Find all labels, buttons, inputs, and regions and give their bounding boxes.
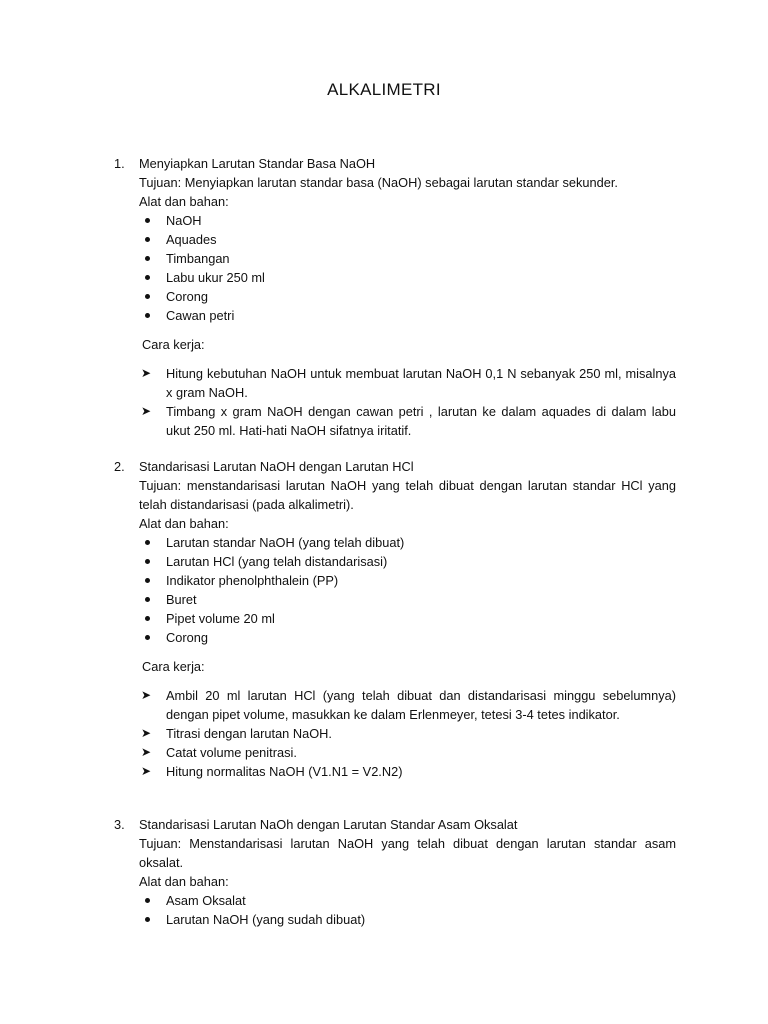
list-item — [114, 609, 676, 628]
section-number: 1. — [114, 156, 125, 171]
cara-kerja-label: Cara kerja: — [142, 659, 205, 674]
section-number: 2. — [114, 459, 125, 474]
list-item-text: Corong — [166, 630, 208, 645]
alat-list — [114, 533, 676, 647]
bullet-icon — [145, 256, 150, 261]
bullet-icon — [145, 294, 150, 299]
arrow-bullet-icon: ➤ — [141, 745, 152, 759]
step-item — [114, 402, 676, 440]
step-item — [114, 743, 676, 762]
section-heading-text: Menyiapkan Larutan Standar Basa NaOH — [139, 156, 376, 171]
list-item-text: NaOH — [166, 213, 202, 228]
list-item-text: Larutan NaOH (yang sudah dibuat) — [166, 912, 366, 927]
bullet-icon — [145, 635, 150, 640]
step-item — [114, 724, 676, 743]
section-3 — [114, 815, 676, 929]
section-2 — [114, 457, 676, 781]
list-item — [114, 571, 676, 590]
bullet-icon — [145, 597, 150, 602]
cara-kerja-list — [114, 364, 676, 440]
list-item — [114, 268, 676, 287]
alat-list — [114, 211, 676, 325]
section-heading — [114, 457, 676, 476]
list-item — [114, 287, 676, 306]
list-item — [114, 910, 676, 929]
alat-list — [114, 891, 676, 929]
step-text: Hitung kebutuhan NaOH untuk membuat larutan NaOH 0,1 N sebanyak 250 ml, misalnya x gram NaOH. — [166, 366, 676, 400]
bullet-icon — [145, 540, 150, 545]
bullet-icon — [145, 559, 150, 564]
step-text: Timbang x gram NaOH dengan cawan petri , larutan ke dalam aquades di dalam labu ukut 250 ml. Hati-hati NaOH sifatnya iritatif. — [166, 404, 676, 438]
bullet-icon — [145, 616, 150, 621]
list-item — [114, 590, 676, 609]
cara-kerja-list — [114, 686, 676, 781]
list-item-text: Labu ukur 250 ml — [166, 270, 265, 285]
list-item-text: Aquades — [166, 232, 217, 247]
bullet-icon — [145, 313, 150, 318]
bullet-icon — [145, 275, 150, 280]
list-item — [114, 533, 676, 552]
section-heading-text: Standarisasi Larutan NaOH dengan Larutan HCl — [139, 459, 414, 474]
step-item — [114, 686, 676, 724]
bullet-icon — [145, 898, 150, 903]
list-item-text: Timbangan — [166, 251, 230, 266]
step-item — [114, 762, 676, 781]
alat-label: Alat dan bahan: — [139, 516, 229, 531]
section-heading — [114, 154, 676, 173]
bullet-icon — [145, 578, 150, 583]
arrow-bullet-icon: ➤ — [141, 404, 152, 418]
list-item-text: Larutan HCl (yang telah distandarisasi) — [166, 554, 388, 569]
bullet-icon — [145, 917, 150, 922]
list-item — [114, 211, 676, 230]
list-item-text: Pipet volume 20 ml — [166, 611, 275, 626]
step-item — [114, 364, 676, 402]
section-tujuan: Tujuan: Menstandarisasi larutan NaOH yang telah dibuat dengan larutan standar asam oksalat. — [139, 836, 676, 870]
list-item-text: Corong — [166, 289, 208, 304]
step-text: Titrasi dengan larutan NaOH. — [166, 726, 332, 741]
list-item-text: Larutan standar NaOH (yang telah dibuat) — [166, 535, 405, 550]
document-title: ALKALIMETRI — [327, 80, 441, 99]
bullet-icon — [145, 237, 150, 242]
step-text: Hitung normalitas NaOH (V1.N1 = V2.N2) — [166, 764, 403, 779]
section-number: 3. — [114, 817, 125, 832]
list-item-text: Asam Oksalat — [166, 893, 246, 908]
alat-label: Alat dan bahan: — [139, 194, 229, 209]
cara-kerja-label: Cara kerja: — [142, 337, 205, 352]
section-tujuan: Tujuan: Menyiapkan larutan standar basa (NaOH) sebagai larutan standar sekunder. — [139, 175, 618, 190]
alat-label: Alat dan bahan: — [139, 874, 229, 889]
bullet-icon — [145, 218, 150, 223]
list-item — [114, 552, 676, 571]
list-item-text: Indikator phenolphthalein (PP) — [166, 573, 339, 588]
section-1 — [114, 154, 676, 440]
list-item — [114, 891, 676, 910]
arrow-bullet-icon: ➤ — [141, 764, 152, 778]
step-text: Ambil 20 ml larutan HCl (yang telah dibuat dan distandarisasi minggu sebelumnya) dengan pipet volume, masukkan ke dalam Erlenmeyer, tetesi 3-4 tetes indikator. — [166, 688, 676, 722]
arrow-bullet-icon: ➤ — [141, 688, 152, 702]
section-heading-text: Standarisasi Larutan NaOh dengan Larutan Standar Asam Oksalat — [139, 817, 518, 832]
arrow-bullet-icon: ➤ — [141, 366, 152, 380]
section-tujuan: Tujuan: menstandarisasi larutan NaOH yang telah dibuat dengan larutan standar HCl yang telah distandarisasi (pada alkalimetri). — [139, 478, 676, 512]
list-item-text: Cawan petri — [166, 308, 235, 323]
list-item — [114, 249, 676, 268]
list-item — [114, 230, 676, 249]
list-item — [114, 306, 676, 325]
section-heading — [114, 815, 676, 834]
list-item-text: Buret — [166, 592, 197, 607]
step-text: Catat volume penitrasi. — [166, 745, 297, 760]
list-item — [114, 628, 676, 647]
arrow-bullet-icon: ➤ — [141, 726, 152, 740]
